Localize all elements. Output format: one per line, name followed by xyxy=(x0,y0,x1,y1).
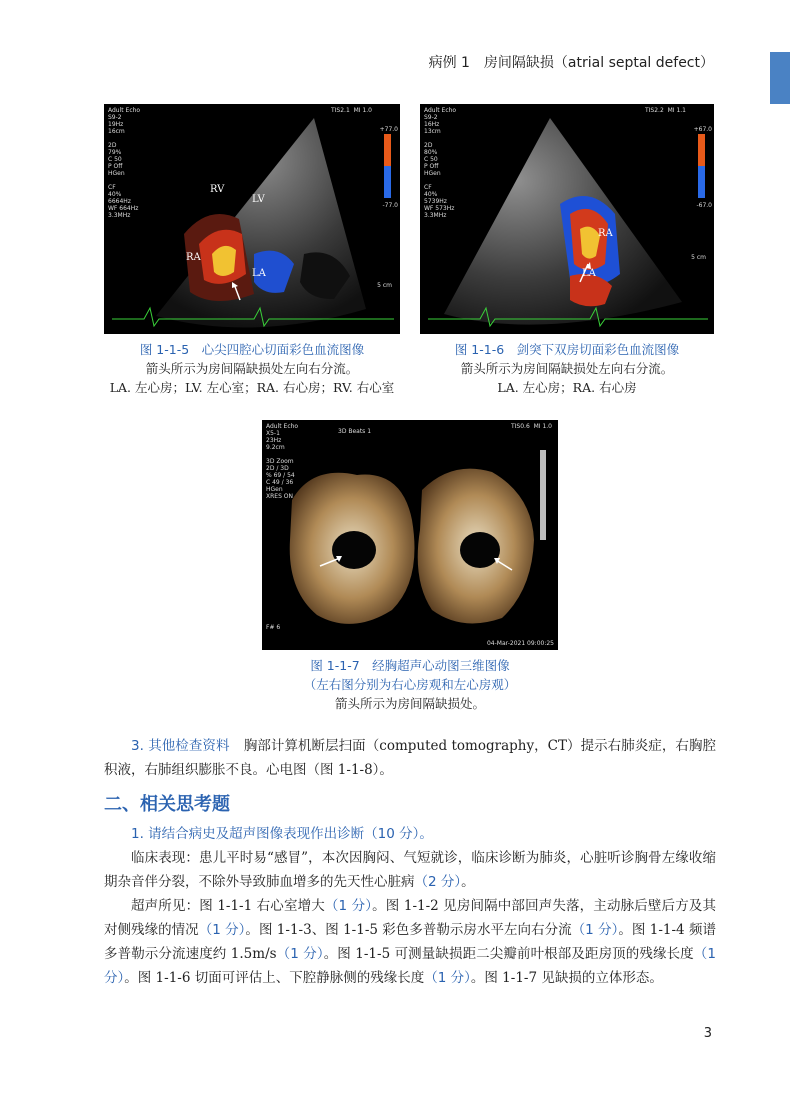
acquisition-date: 04-Mar-2021 09:00:25 xyxy=(486,640,554,647)
depth-marker: 5 cm xyxy=(377,282,392,289)
us-score-2: （1 分） xyxy=(198,922,246,938)
label-ra: RA xyxy=(186,252,201,263)
echo-tis-readout: TIS2.1 MI 1.0 xyxy=(331,107,372,114)
figure-note: 箭头所示为房间隔缺损处左向右分流。 xyxy=(145,361,359,376)
frame-number: F# 6 xyxy=(266,624,281,631)
velocity-scale-top: +67.0 xyxy=(693,126,712,133)
us-score-3: （1 分） xyxy=(571,922,619,938)
echo-graphic xyxy=(420,104,714,334)
figure-caption-1-1-6 xyxy=(420,340,714,397)
us-text-6: 。图 1-1-6 切面可评估上、下腔静脉侧的残缘长度 xyxy=(124,970,425,986)
running-header: 病例 1 房间隔缺损（atrial septal defect） xyxy=(428,55,714,71)
figure-legend: LA. 左心房；RA. 右心房 xyxy=(497,380,637,395)
label-ra: RA xyxy=(598,228,613,239)
label-lv: LV xyxy=(252,194,265,205)
section-3-label: 3. 其他检查资料 xyxy=(131,738,230,754)
echo-tis-readout: TIS0.6 MI 1.0 xyxy=(511,423,552,430)
question-1-text: 1. 请结合病史及超声图像表现作出诊断（10 分）。 xyxy=(131,826,433,842)
echo-3d-graphic xyxy=(262,420,558,650)
us-score-1: （1 分） xyxy=(324,898,373,914)
echo-settings-overlay: Adult Echo X5-1 23Hz 9.2cm 3D Zoom 2D / 3D % 69 / 54 C 49 / 36 HGen XRES ON xyxy=(266,423,299,500)
us-score-5: （1 分） xyxy=(104,946,716,986)
section-heading: 二、相关思考题 xyxy=(104,794,230,815)
velocity-scale-bottom: -67.0 xyxy=(696,202,712,209)
echo-settings-overlay: Adult Echo S9-2 19Hz 16cm 2D 79% C 50 P Off HGen CF 40% 6664Hz WF 664Hz 3.3MHz xyxy=(108,107,141,219)
chapter-tab xyxy=(770,52,790,104)
clinical-paragraph xyxy=(104,846,716,894)
us-score-4: （1 分） xyxy=(276,946,324,962)
figure-note: 箭头所示为房间隔缺损处左向右分流。 xyxy=(460,361,674,376)
label-la: LA xyxy=(252,268,266,279)
us-text-4: 。图 1-1-4 频谱多普勒示分流速度约 1.5m/s xyxy=(104,922,716,962)
velocity-scale-top: +77.0 xyxy=(379,126,398,133)
page-number: 3 xyxy=(703,1026,712,1041)
figure-legend: LA. 左心房；LV. 左心室；RA. 右心房；RV. 右心室 xyxy=(109,380,395,395)
echo-image-1-1-5 xyxy=(104,104,400,334)
depth-marker: 5 cm xyxy=(691,254,706,261)
us-text-5: 。图 1-1-5 可测量缺损距二尖瓣前叶根部及距房顶的残缘长度 xyxy=(323,946,694,962)
figure-number: 图 1-1-7 经胸超声心动图三维图像 xyxy=(310,658,510,673)
figure-number: 图 1-1-5 心尖四腔心切面彩色血流图像 xyxy=(139,342,365,357)
echo-image-1-1-7 xyxy=(262,420,558,650)
echo-tis-readout: TIS2.2 MI 1.1 xyxy=(645,107,686,114)
echo-image-1-1-6 xyxy=(420,104,714,334)
figure-number: 图 1-1-6 剑突下双房切面彩色血流图像 xyxy=(454,342,680,357)
clinical-score: （2 分） xyxy=(414,874,462,890)
us-text-1: 超声所见：图 1-1-1 右心室增大 xyxy=(131,898,325,914)
echo-mode-title: 3D Beats 1 xyxy=(338,428,372,435)
echo-settings-overlay: Adult Echo S9-2 16Hz 13cm 2D 80% C 50 P Off HGen CF 40% 5739Hz WF 573Hz 3.3MHz xyxy=(424,107,457,219)
question-1 xyxy=(104,822,716,846)
section-3-text: 胸部计算机断层扫面（computed tomography，CT）提示右肺炎症，右胸腔积液，右肺组织膨胀不良。心电图（图 1-1-8）。 xyxy=(104,738,716,778)
figure-caption-1-1-7 xyxy=(210,656,610,713)
us-score-6: （1 分） xyxy=(424,970,471,986)
figure-caption-1-1-5 xyxy=(104,340,400,397)
clinical-end: 。 xyxy=(461,874,475,890)
figure-note: 箭头所示为房间隔缺损处。 xyxy=(334,696,485,711)
us-text-7: 。图 1-1-7 见缺损的立体形态。 xyxy=(470,970,663,986)
us-text-2: 。图 1-1-2 见房间隔中部回声失落，主动脉后壁后方及其对侧残缘的情况 xyxy=(104,898,716,938)
echo-graphic xyxy=(104,104,400,334)
section-3-paragraph xyxy=(104,734,716,782)
figure-subtitle: （左右图分别为右心房观和左心房观） xyxy=(303,677,517,692)
us-text-3: 。图 1-1-3、图 1-1-5 彩色多普勒示房水平左向右分流 xyxy=(245,922,572,938)
velocity-scale-bottom: -77.0 xyxy=(382,202,398,209)
label-la: LA xyxy=(582,268,596,279)
ultrasound-paragraph xyxy=(104,894,716,990)
label-rv: RV xyxy=(210,184,225,195)
clinical-text: 临床表现：患儿平时易“感冒”，本次因胸闷、气短就诊，临床诊断为肺炎，心脏听诊胸骨左缘收缩期杂音伴分裂，不除外导致肺血增多的先天性心脏病 xyxy=(104,850,716,890)
